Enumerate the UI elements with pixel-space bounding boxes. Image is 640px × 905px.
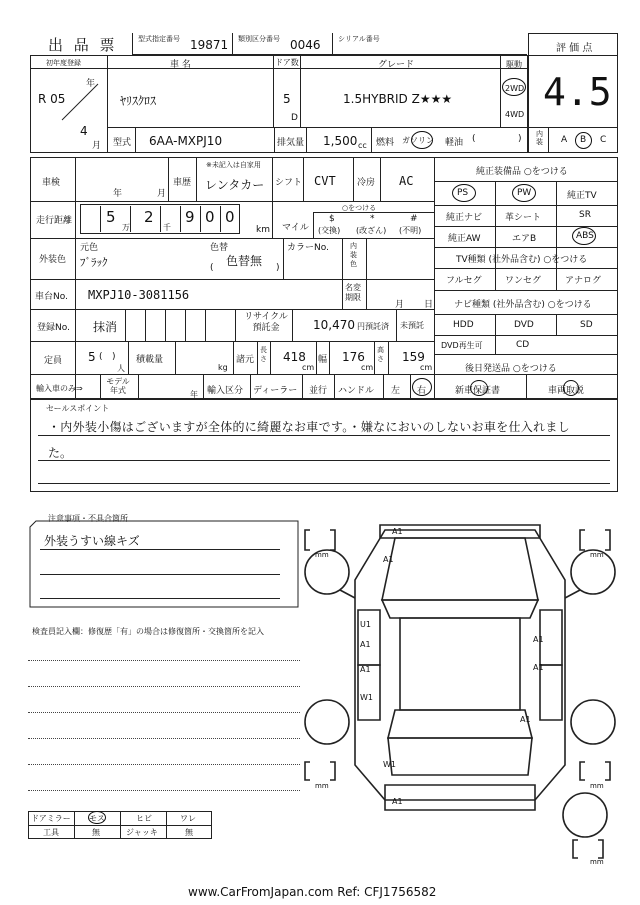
unpaid-label: 未預託 [400,321,424,330]
reg-no: 抹消 [93,320,118,334]
check-note: ○をつける [342,204,377,212]
title-exp-day: 日 [424,300,434,310]
right-handle: 右 [417,386,427,396]
sales-line-2: た。 [48,446,73,460]
chassis-no: MXPJ10-3081156 [88,288,190,302]
shift: CVT [314,174,336,188]
drive-2wd-circle [502,78,526,96]
diagonal-slash [60,82,100,122]
meter-unknown: (不明) [399,226,422,235]
model-no-label: 型式指定番号 [138,35,180,43]
mileage-digit-1: 5 [106,208,116,226]
repaint-paren-close: ) [276,263,280,273]
std-equip-header: 純正装備品 ○をつける [476,167,568,177]
ps-circle [452,184,476,202]
diesel-label: 軽油 [445,138,464,148]
repaint-paren-open: ( [210,263,214,273]
first-reg-year: R 05 [38,92,66,106]
fuel-gas-circle [411,131,433,149]
recycle-label: リサイクル預託金 [244,312,288,333]
right-handle-circle [412,378,432,396]
recycle-suffix: 円預託済 [357,322,389,331]
sales-line-1: ・内外装小傷はございますが全体的に綺麗なお車です。・嫌なにおいのしないお車を仕入れまし [48,420,570,434]
model-no: 19871 [190,38,229,52]
hdd-option: HDD [453,320,474,330]
analog-option: アナログ [565,276,602,286]
mileage-sen: 千 [163,223,171,232]
doors: 5 [283,92,291,106]
mile-label: マイル [282,223,309,233]
mark-front-door-upper: U1 [360,620,371,629]
tools-value: 無 [92,828,100,837]
kg-unit: kg [218,363,228,372]
drive-4wd: 4WD [505,110,525,119]
abs-circle [572,227,596,245]
type-label: 型式 [113,138,132,148]
door-mirror-label: ドアミラー [31,814,71,823]
reg-label: 登録No. [37,323,70,333]
ware-label: ワレ [180,814,196,823]
dims-label: 諸元 [236,355,255,365]
interior-a: A [561,135,568,145]
interior-b: B [580,135,587,145]
handle-label: ハンドル [338,386,375,396]
std-tv-option: 純正TV [567,191,597,201]
door-mirror-value: モス [89,814,105,823]
mileage-digit-2: 2 [144,208,154,226]
paren-open: ( [472,134,476,144]
km-unit: km [256,225,270,235]
score-label: 評 価 点 [556,43,593,54]
mm-rl: mm [315,782,329,790]
import-label: 輸入車のみ⇒ [36,384,83,393]
left-handle: 左 [391,386,401,396]
mark-rear-door-left: A1 [360,665,371,674]
tools-label: 工具 [43,828,59,837]
footer-ref: www.CarFromJapan.com Ref: CFJ1756582 [188,885,437,899]
model-year-unit: 年 [190,390,198,399]
meter-tamper: (改ざん) [356,226,387,235]
mark-quarter-left: W1 [383,760,396,769]
notes-label: 注意事項・不具合箇所 [48,514,128,523]
abs-option: ABS [576,231,594,241]
history-note: ※未記入は自家用 [206,161,261,169]
mm-fl: mm [315,551,329,559]
door-mirror-circle [88,811,106,824]
jack-label: ジャッキ [126,828,158,837]
capacity: 5 [88,350,96,364]
meter-star: * [370,214,375,224]
model-year-label: モデル年式 [106,377,130,395]
pw-option: PW [517,188,532,198]
sheet-title: 出 品 票 [48,36,118,54]
car-name-label: 車 名 [170,60,191,70]
interior-label: 内装 [536,130,543,146]
leather-option: 革シート [505,213,542,223]
displacement-label: 排気量 [277,138,305,148]
length-label: 長さ [260,346,267,363]
interior-b-circle [575,132,592,149]
tv-header: TV種類 (社外品含む) ○をつける [456,255,588,265]
height-unit: cm [420,363,433,372]
ac-label: 冷房 [357,178,376,188]
import-type-label: 輸入区分 [207,386,244,396]
type: 6AA-MXPJ10 [149,134,223,148]
pw-circle [512,184,536,202]
airbag-option: エアB [512,234,537,244]
mileage-man: 万 [122,223,130,232]
std-navi-option: 純正ナビ [446,213,483,223]
history: レンタカー [205,178,265,192]
ps-option: PS [457,188,469,198]
capacity-paren-close: ) [112,352,116,362]
cc-unit: cc [358,141,367,150]
doors-suffix: D [291,113,298,123]
sr-option: SR [579,210,591,220]
inspection-label: 車検 [42,178,61,188]
mm-fr: mm [590,551,604,559]
grade: 1.5HYBRID Z★★★ [343,92,453,106]
mark-fender-left: A1 [383,555,394,564]
repaint-label: 色替 [210,243,229,253]
first-reg-month: 4 [80,124,88,138]
fuel-gas: ガソリン [402,136,434,145]
mark-front-bumper: A1 [392,527,403,536]
mark-rear-door-right: A1 [533,663,544,672]
length-unit: cm [302,363,315,372]
height: 159 [402,350,425,364]
grade-label: グレード [378,60,415,70]
class-no: 0046 [290,38,321,52]
car-name: ﾔﾘｽｸﾛｽ [120,94,157,108]
cd-option: CD [516,340,530,350]
year-unit: 年 [86,79,96,89]
mm-rr: mm [590,782,604,790]
orig-color-label: 元色 [80,243,99,253]
manual-option: 車両取説 [548,386,585,396]
docs-header: 後日発送品 ○をつける [465,364,557,374]
fuel-label: 燃料 [376,138,395,148]
doors-label: ドア数 [275,58,299,67]
dvd-option: DVD [514,320,534,330]
inspector-label: 検査員記入欄：修復歴「有」の場合は修復箇所・交換箇所を記入 [32,627,264,636]
person-unit: 人 [117,364,125,373]
fullseg-option: フルセグ [446,276,482,286]
inspection-month-unit: 月 [157,189,167,199]
mileage-digit-3: 9 [185,208,195,226]
drive-label: 駆動 [506,60,522,69]
color-no-label: カラーNo. [287,243,329,253]
meter-dollar: $ [329,214,335,224]
jack-value: 無 [185,828,193,837]
car-damage-diagram [300,510,620,870]
length: 418 [283,350,306,364]
load-label: 積載量 [136,355,164,365]
warranty-circle [470,380,488,396]
ac: AC [399,174,414,188]
mark-rear-window: W1 [360,693,373,702]
width-label: 幅 [318,355,328,365]
hibi-label: ヒビ [136,814,152,823]
score-value: 4.5 [543,70,612,114]
first-reg-label: 初年度登録 [46,59,81,67]
sales-box [30,399,618,492]
month-unit: 月 [92,141,102,151]
sd-option: SD [580,320,593,330]
paren-close: ) [518,134,522,144]
capacity-label: 定員 [44,356,63,366]
mark-front-door-left: A1 [360,640,371,649]
sales-label: セールスポイント [46,404,110,413]
title-exp-label: 名変期限 [345,283,361,302]
mileage-digit-5: 0 [225,208,235,226]
repaint: 色替無 [226,254,263,268]
orig-color: ﾌﾞﾗｯｸ [80,256,108,269]
recycle-amount: 10,470 [313,318,355,332]
meter-swap: (交換) [318,226,341,235]
dealer-option: ディーラー [253,386,298,396]
color-label: 外装色 [39,255,67,265]
history-label: 車歴 [173,178,192,188]
width-unit: cm [361,363,374,372]
mark-rear-bumper: A1 [392,797,403,806]
oneseg-option: ワンセグ [505,276,542,286]
warranty-option: 新車保証書 [455,386,501,396]
capacity-paren-open: ( [99,352,103,362]
navi-header: ナビ種類 (社外品含む) ○をつける [454,300,592,310]
manual-circle [563,380,579,396]
notes-line-1: 外装うすい線キズ [44,534,140,548]
dvd-play-option: DVD再生可 [441,341,483,350]
meter-hash: # [410,214,418,224]
interior-c: C [600,135,607,145]
displacement: 1,500 [323,134,358,148]
width: 176 [342,350,365,364]
mm-spare: mm [590,858,604,866]
drive-2wd: 2WD [505,84,525,93]
mark-quarter-right: A1 [520,715,531,724]
serial-label: シリアル番号 [338,35,380,43]
shift-label: シフト [275,178,303,188]
class-no-label: 類別区分番号 [238,35,280,43]
int-color-label: 内装色 [350,242,357,268]
mileage-label: 走行距離 [36,216,73,226]
std-aw-option: 純正AW [448,234,481,244]
parallel-option: 並行 [309,386,328,396]
title-exp-month: 月 [395,300,405,310]
chassis-label: 車台No. [35,292,68,302]
mileage-digit-4: 0 [205,208,215,226]
inspection-year-unit: 年 [113,189,123,199]
height-label: 高さ [377,346,384,363]
mark-front-door-right: A1 [533,635,544,644]
